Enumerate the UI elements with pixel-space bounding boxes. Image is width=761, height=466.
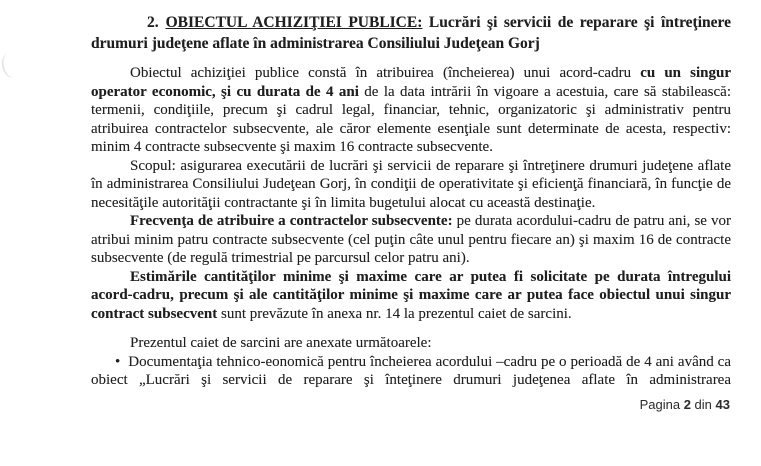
footer-page-number: 2 <box>683 397 691 412</box>
footer-of-label: din <box>694 397 712 412</box>
text-segment: de la data intrării în vigoare a acestuia, care să stabilească: termenii, condiţiile, precum şi cadrul legal, financiar, tehnic, organizatoric şi administrativ pentru atribuirea contractelor subsecvente, ale căror elemente esenţiale sunt determinate de acesta, respectiv: minim 4 contracte subsecvente şi maxim 16 contracte subsecvente. <box>91 83 731 155</box>
paragraph-scope <box>91 157 731 213</box>
bullet-item <box>91 353 731 390</box>
text-segment-bold: Estimările cantităţilor minime şi maxime care ar putea fi solicitate pe durata întregului acord-cadru, precum şi ale cantităţilor minime şi maxime care ar putea face obiectul unui singur contract subsecvent <box>91 268 731 322</box>
text-segment: Prezentul caiet de sarcini are anexate următoarele: <box>130 335 432 351</box>
section-heading <box>91 12 731 54</box>
section-number: 2. <box>147 14 159 31</box>
text-segment: Obiectul achiziţiei publice constă în atribuirea (încheierea) unui acord-cadru <box>130 65 641 81</box>
footer-total-pages: 43 <box>715 397 730 412</box>
bullet-icon: • <box>115 353 121 370</box>
footer-page-label: Pagina <box>639 397 681 412</box>
paragraph-estimates <box>91 268 731 324</box>
paragraph-object <box>91 64 731 157</box>
text-segment: Scopul: asigurarea executării de lucrări şi servicii de reparare şi întreţinere drumuri judeţene aflate în administrarea Consiliului Judeţean Gorj, în condiţii de operativitate şi eficienţă financiară, în funcţie de necesităţile autorităţii contractante şi în limita bugetului alocat cu această destinaţie. <box>91 157 731 211</box>
paragraph-annex-intro <box>91 334 731 353</box>
text-segment-bold: Frecvenţa de atribuire a contractelor subsecvente: <box>130 213 453 229</box>
paragraph-frequency <box>91 212 731 268</box>
page-footer <box>640 397 730 412</box>
text-segment: sunt prevăzute în anexa nr. 14 la prezentul caiet de sarcini. <box>217 305 572 322</box>
section-title-rest: Lucrări şi servicii de reparare şi întreţinere drumuri judeţene aflate în administrarea Consiliului Judeţean Gorj <box>91 14 731 52</box>
text-segment-bold: cu un singur operator economic, şi cu durata de 4 ani <box>91 65 731 100</box>
bullet-text: Documentaţia tehnico-eonomică pentru încheierea acordului –cadru pe o perioadă de 4 ani având ca obiect „Lucrări şi servicii de reparare şi înteţinere drumuri judeţenea aflate în administrarea <box>91 353 731 388</box>
section-title-underlined: OBIECTUL ACHIZIŢIEI PUBLICE: <box>165 14 423 31</box>
text-segment: pe durata acordului-cadru de patru ani, se vor atribui minim patru contracte subsecvente (cel puţin câte unul pentru fiecare an) şi maxim 16 de contracte subsecvente (de regulă trimestrial pe parcursul celor patru ani). <box>91 213 731 266</box>
scan-artifact <box>0 51 23 80</box>
text-block <box>91 12 731 390</box>
